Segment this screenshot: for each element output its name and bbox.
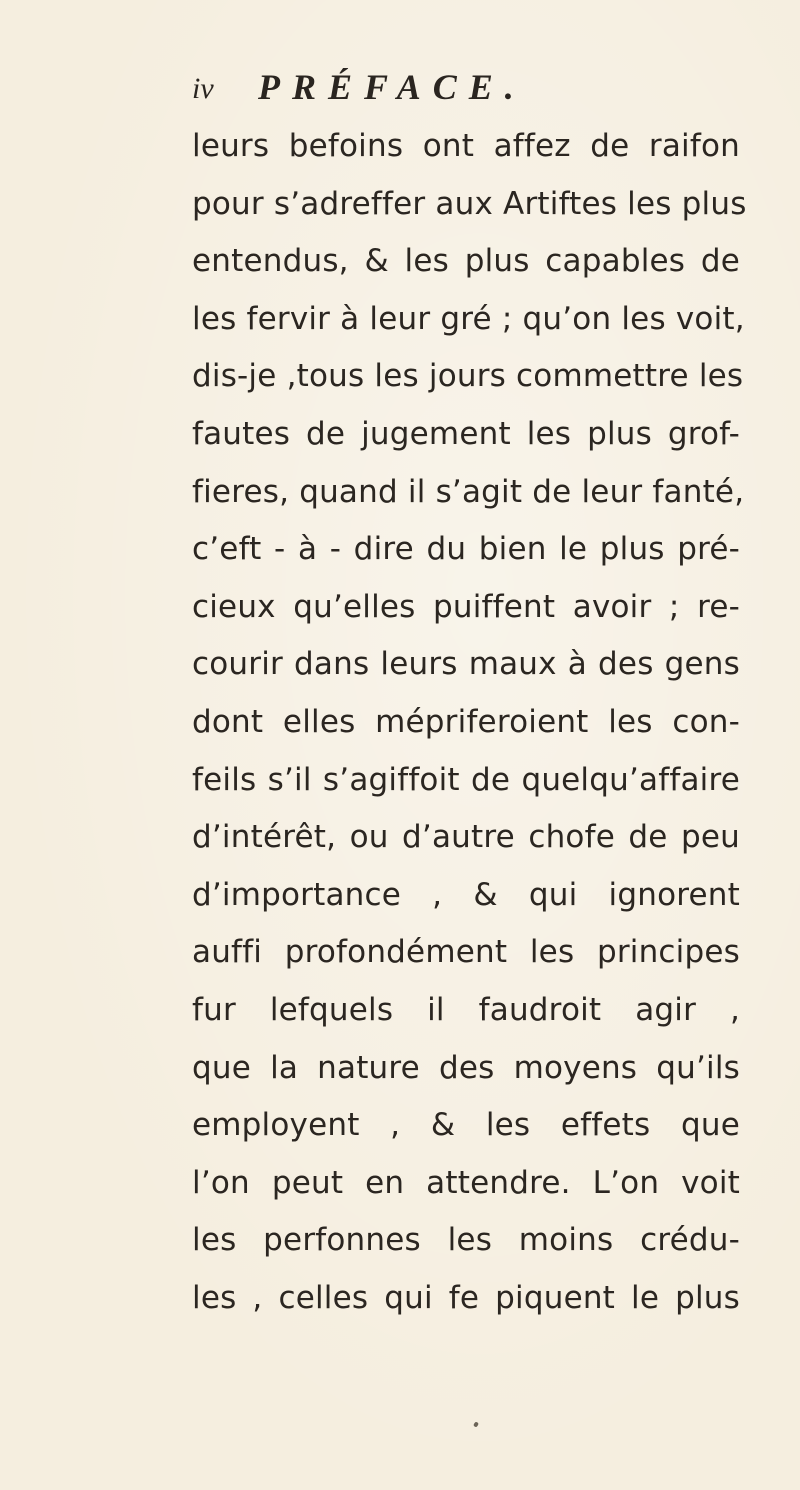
text-line: que la nature des moyens qu’ils — [192, 1049, 740, 1086]
text-line: cieux qu’elles puiffent avoir ; re- — [192, 588, 740, 625]
text-line: les , celles qui fe piquent le plus — [192, 1279, 740, 1316]
text-line: c’eft - à - dire du bien le plus pré- — [192, 531, 740, 568]
text-line: pour s’adreffer aux Artiftes les plus — [192, 185, 747, 222]
text-line: entendus, & les plus capables de — [192, 243, 740, 280]
text-line: fieres, quand il s’agit de leur fanté, — [192, 473, 745, 510]
text-line: auffi profondément les principes — [192, 934, 740, 971]
text-line: l’on peut en attendre. L’on voit — [192, 1164, 740, 1201]
text-line: dis-je ,tous les jours commettre les — [192, 358, 744, 395]
text-line: dont elles mépriferoient les con- — [192, 703, 740, 740]
text-line: d’importance , & qui ignorent — [192, 876, 740, 913]
text-line: les fervir à leur gré ; qu’on les voit, — [192, 300, 745, 337]
body-text — [192, 118, 747, 1327]
text-line: les perfonnes les moins crédu- — [192, 1222, 740, 1259]
text-line: fur lefquels il faudroit agir , — [192, 991, 740, 1028]
page-number: iv — [192, 72, 214, 105]
text-line: fautes de jugement les plus grof- — [192, 415, 740, 452]
text-line: feils s’il s’agiffoit de quelqu’affaire — [192, 761, 740, 798]
text-line: courir dans leurs maux à des gens — [192, 646, 740, 683]
running-title: PRÉFACE. — [258, 67, 526, 107]
ink-speck — [473, 1421, 479, 1427]
page-header — [0, 66, 800, 116]
text-line: employent , & les effets que — [192, 1107, 740, 1144]
text-line: d’intérêt, ou d’autre chofe de peu — [192, 819, 740, 856]
text-line: leurs befoins ont affez de raifon — [192, 128, 740, 164]
